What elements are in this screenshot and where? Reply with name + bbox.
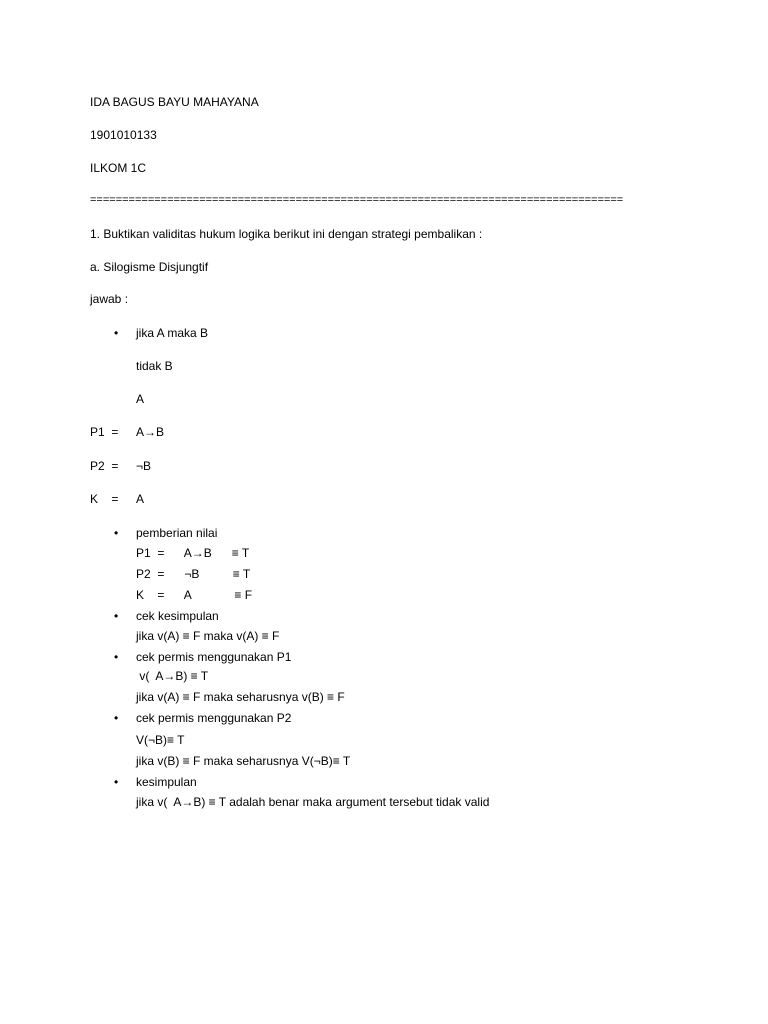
assign-p1: P1 = A→B ≡ T <box>136 546 250 560</box>
assign-p2: P2 = ¬B ≡ T <box>136 567 251 581</box>
check-p1-line-2: jika v(A) ≡ F maka seharusnya v(B) ≡ F <box>136 690 345 704</box>
student-id: 1901010133 <box>90 128 157 142</box>
bullet-icon: • <box>114 775 119 789</box>
assign-k: K = A ≡ F <box>136 588 253 602</box>
student-class: ILKOM 1C <box>90 161 147 175</box>
bullet-icon: • <box>114 526 119 540</box>
bullet-icon: • <box>114 650 119 664</box>
question-part: a. Silogisme Disjungtif <box>90 260 209 274</box>
student-name: IDA BAGUS BAYU MAHAYANA <box>90 95 259 109</box>
premise-2-label: P2 = <box>90 459 119 473</box>
separator-line: =================================================================================== <box>90 194 624 206</box>
premise-1-value: A→B <box>136 425 165 439</box>
bullet-icon: • <box>114 609 119 623</box>
bullet-icon: • <box>114 711 119 725</box>
conclusion-label: K = <box>90 492 119 506</box>
final-conclusion-text: jika v( A→B) ≡ T adalah benar maka argument tersebut tidak valid <box>136 795 490 809</box>
check-conclusion-text: jika v(A) ≡ F maka v(A) ≡ F <box>136 629 280 643</box>
argument-line-1: jika A maka B <box>136 326 209 340</box>
check-p2-line-1: V(¬B)≡ T <box>136 733 185 747</box>
check-p2-line-2: jika v(B) ≡ F maka seharusnya V(¬B)≡ T <box>136 754 351 768</box>
argument-line-2: tidak B <box>136 359 173 373</box>
answer-label: jawab : <box>90 292 129 306</box>
bullet-icon: • <box>114 326 119 340</box>
check-conclusion-title: cek kesimpulan <box>136 609 219 623</box>
check-p1-line-1: v( A→B) ≡ T <box>136 669 209 683</box>
check-p1-title: cek permis menggunakan P1 <box>136 650 292 664</box>
conclusion-value: A <box>136 492 145 506</box>
assign-title: pemberian nilai <box>136 526 218 540</box>
premise-2-value: ¬B <box>136 459 152 473</box>
premise-1-label: P1 = <box>90 425 119 439</box>
argument-line-3: A <box>136 392 145 406</box>
final-conclusion-title: kesimpulan <box>136 775 197 789</box>
check-p2-title: cek permis menggunakan P2 <box>136 711 292 725</box>
question-title: 1. Buktikan validitas hukum logika berikut ini dengan strategi pembalikan : <box>90 227 483 241</box>
